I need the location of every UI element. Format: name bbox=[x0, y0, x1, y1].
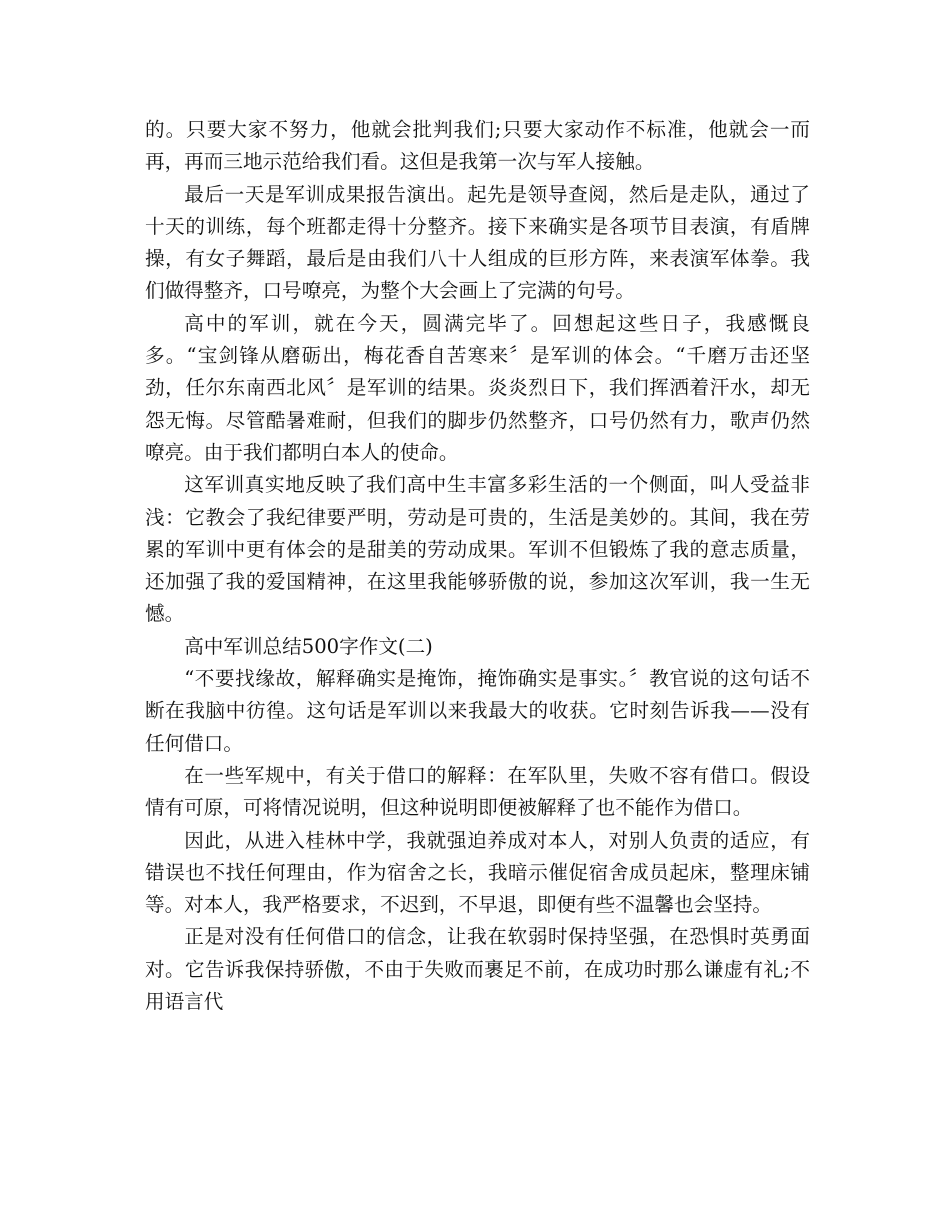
paragraph-no-excuses: “不要找缘故，解释确实是掩饰，掩饰确实是事实。〞教官说的这句话不断在我脑中彷徨。这句话是军训以来我最大的收获。它时刻告诉我——没有任何借口。 bbox=[145, 667, 810, 755]
section-heading: 高中军训总结500字作文(二) bbox=[184, 634, 433, 658]
paragraph-continuation: 的。只要大家不努力，他就会批判我们;只要大家动作不标准，他就会一而再，再而三地示范给我们看。这但是我第一次与军人接触。 bbox=[145, 118, 810, 174]
document-page bbox=[145, 114, 810, 1018]
paragraph-military-rules: 在一些军规中，有关于借口的解释：在军队里，失败不容有借口。假设情有可原，可将情况说明，但这种说明即便被解释了也不能作为借口。 bbox=[145, 763, 810, 820]
paragraph-significance: 这军训真实地反映了我们高中生丰富多彩生活的一个侧面，叫人受益非浅：它教会了我纪律要严明，劳动是可贵的，生活是美妙的。其间，我在劳累的军训中更有体会的是甜美的劳动成果。军训不但锻炼了我的意志质量，还加强了我的爱国精神，在这里我能够骄傲的说，参加这次军训，我一生无憾。 bbox=[145, 473, 810, 626]
paragraph-final-day: 最后一天是军训成果报告演出。起先是领导查阅，然后是走队，通过了十天的训练，每个班都走得十分整齐。接下来确实是各项节目表演，有盾牌操，有女子舞蹈，最后是由我们八十人组成的巨形方阵，来表演军体拳。我们做得整齐，口号嘹亮，为整个大会画上了完满的句号。 bbox=[145, 182, 810, 303]
paragraph-reflection: 高中的军训，就在今天，圆满完毕了。回想起这些日子，我感慨良多。“宝剑锋从磨砺出，梅花香自苦寒来〞是军训的体会。“千磨万击还坚劲，任尔东南西北风〞是军训的结果。炎炎烈日下，我们挥洒着汗水，却无怨无悔。尽管酷暑难耐，但我们的脚步仍然整齐，口号仍然有力，歌声仍然嘹亮。由于我们都明白本人的使命。 bbox=[145, 311, 810, 464]
paragraph-dormitory: 因此，从进入桂林中学，我就强迫养成对本人，对别人负责的适应，有错误也不找任何理由，作为宿舍之长，我暗示催促宿舍成员起床，整理床铺等。对本人，我严格要求，不迟到，不早退，即便有些不温馨也会坚持。 bbox=[145, 828, 810, 917]
paragraph-belief: 正是对没有任何借口的信念，让我在软弱时保持坚强，在恐惧时英勇面对。它告诉我保持骄傲，不由于失败而裹足不前，在成功时那么谦虚有礼;不用语言代 bbox=[145, 925, 810, 1014]
